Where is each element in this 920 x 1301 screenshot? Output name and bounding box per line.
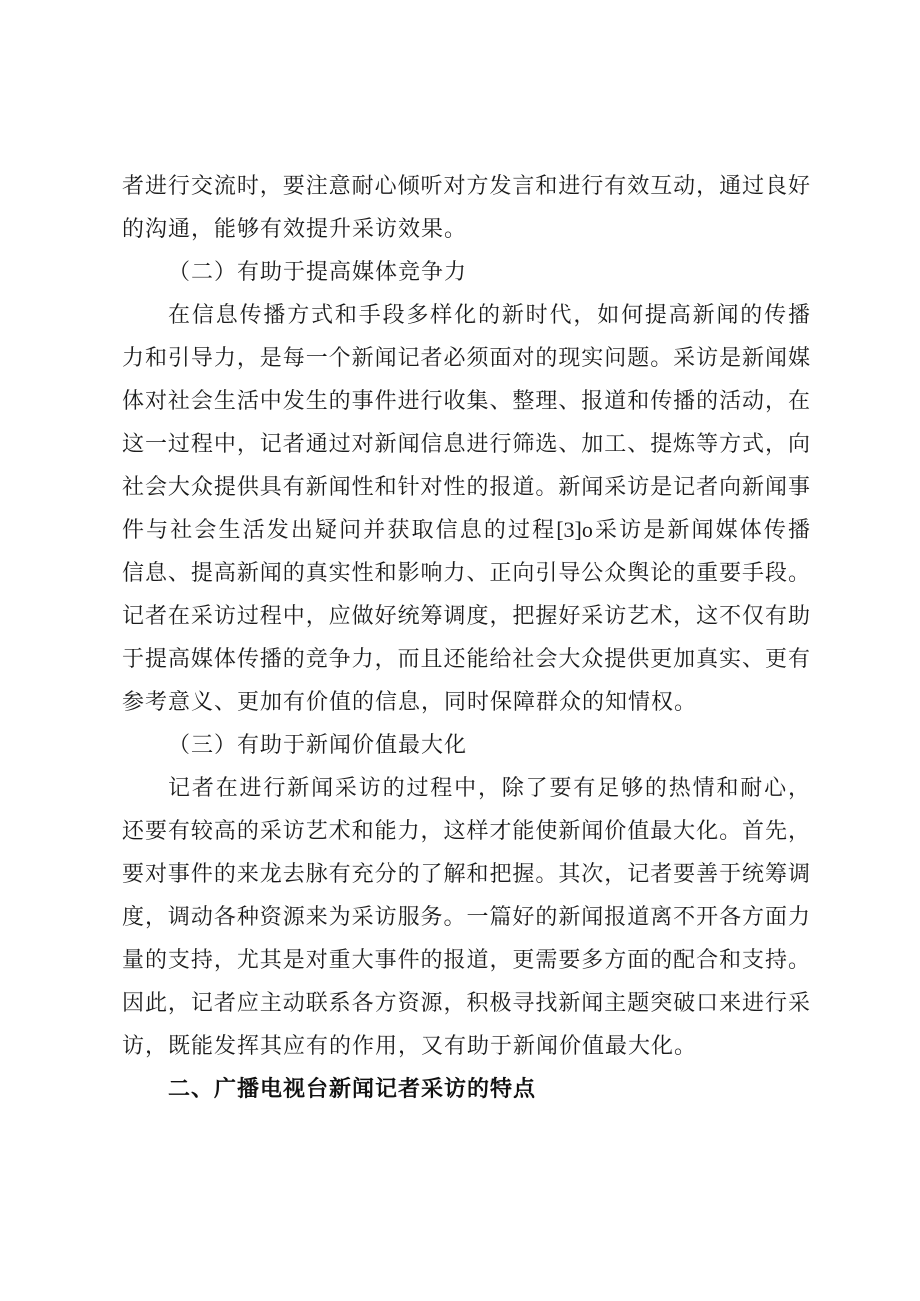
text-line: 因此，记者应主动联系各方资源，积极寻找新闻主题突破口来进行采 bbox=[122, 990, 810, 1015]
page-text-block bbox=[122, 164, 810, 1110]
text-line: 信息、提高新闻的真实性和影响力、正向引导公众舆论的重要手段。 bbox=[122, 560, 810, 585]
text-line: 这一过程中，记者通过对新闻信息进行筛选、加工、提炼等方式，向 bbox=[122, 431, 810, 456]
text-line: 件与社会生活发出疑问并获取信息的过程[3]o采访是新闻媒体传播 bbox=[122, 517, 810, 542]
text-line: 社会大众提供具有新闻性和针对性的报道。新闻采访是记者向新闻事 bbox=[122, 474, 810, 499]
text-line: 在信息传播方式和手段多样化的新时代，如何提高新闻的传播 bbox=[168, 302, 810, 327]
text-line: 的沟通，能够有效提升采访效果。 bbox=[122, 216, 468, 241]
text-line: 量的支持，尤其是对重大事件的报道，更需要多方面的配合和支持。 bbox=[122, 947, 810, 972]
text-line: 力和引导力，是每一个新闻记者必须面对的现实问题。采访是新闻媒 bbox=[122, 345, 810, 370]
text-line: 记者在进行新闻采访的过程中，除了要有足够的热情和耐心， bbox=[168, 775, 810, 800]
subsection-heading: （二）有助于提高媒体竞争力 bbox=[168, 259, 468, 284]
text-line: 记者在采访过程中，应做好统筹调度，把握好采访艺术，这不仅有助 bbox=[122, 603, 810, 628]
text-line: 体对社会生活中发生的事件进行收集、整理、报道和传播的活动，在 bbox=[122, 388, 810, 413]
text-line: 还要有较高的采访艺术和能力，这样才能使新闻价值最大化。首先， bbox=[122, 818, 810, 843]
text-line: 于提高媒体传播的竞争力，而且还能给社会大众提供更加真实、更有 bbox=[122, 646, 810, 671]
section-heading: 二、广播电视台新闻记者采访的特点 bbox=[168, 1076, 537, 1101]
text-line: 访，既能发挥其应有的作用，又有助于新闻价值最大化。 bbox=[122, 1033, 698, 1058]
text-line: 度，调动各种资源来为采访服务。一篇好的新闻报道离不开各方面力 bbox=[122, 904, 810, 929]
text-line: 要对事件的来龙去脉有充分的了解和把握。其次，记者要善于统筹调 bbox=[122, 861, 810, 886]
text-line: 者进行交流时，要注意耐心倾听对方发言和进行有效互动，通过良好 bbox=[122, 173, 810, 198]
text-line: 参考意义、更加有价值的信息，同时保障群众的知情权。 bbox=[122, 689, 698, 714]
subsection-heading: （三）有助于新闻价值最大化 bbox=[168, 732, 468, 757]
